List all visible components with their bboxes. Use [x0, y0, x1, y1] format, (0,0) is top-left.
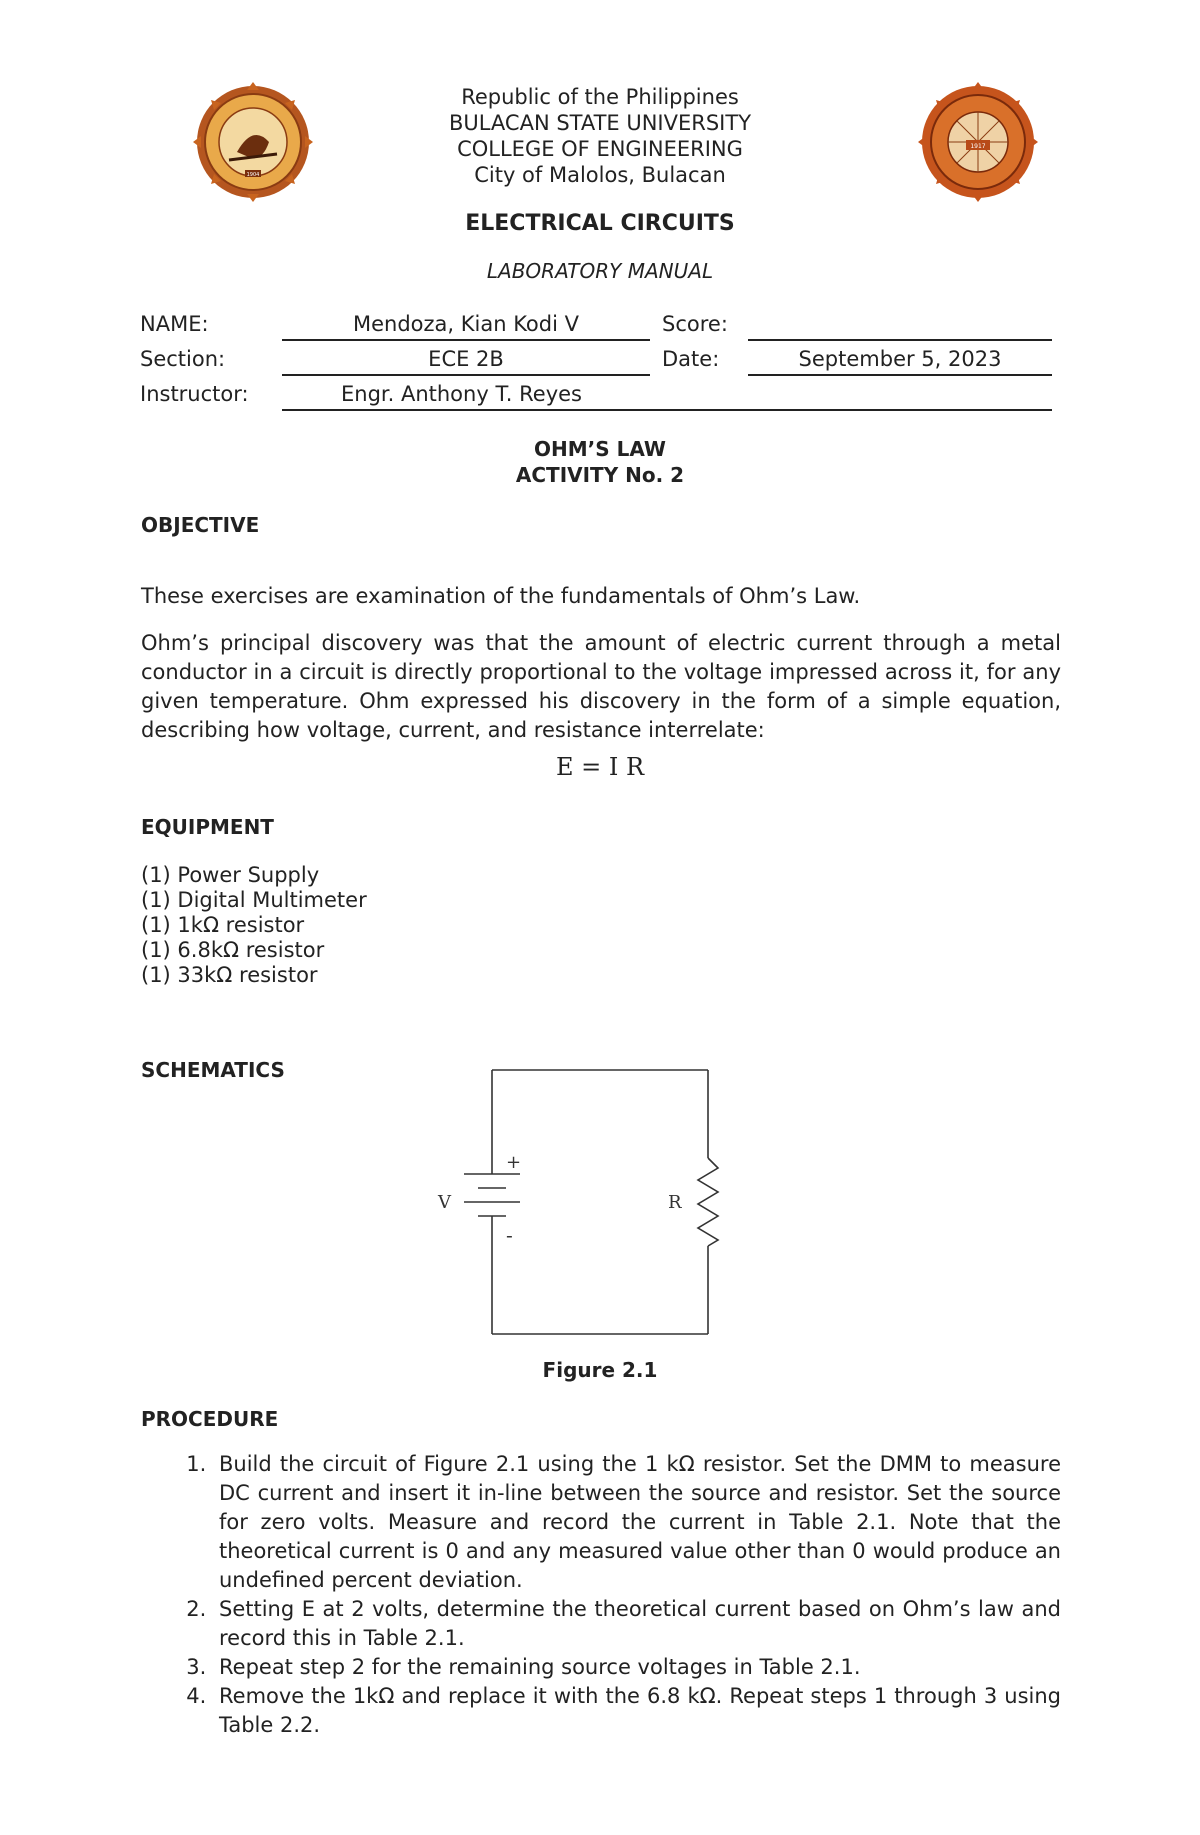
resistor-zigzag	[698, 1158, 718, 1246]
instructor-underline	[282, 409, 1052, 411]
procedure-step: 1. Build the circuit of Figure 2.1 using the 1 kΩ resistor. Set the DMM to measure DC current and insert it in-line between the source and resistor. Set the source for zero volts. Measure and record the current in Table 2.1. Note that the theoretical current is 0 and any measured value other than 0 would produce an undefined percent deviation.	[213, 1450, 1061, 1595]
seal-year-text: 1917	[970, 143, 986, 150]
name-underline	[282, 339, 650, 341]
figure-caption: Figure 2.1	[542, 1358, 658, 1382]
circuit-diagram	[420, 1058, 740, 1338]
procedure-step: 2. Setting E at 2 volts, determine the theoretical current based on Ohm’s law and record this in Table 2.1.	[213, 1595, 1061, 1653]
procedure-step: 3. Repeat step 2 for the remaining source voltages in Table 2.1.	[213, 1653, 1061, 1682]
source-label: V	[438, 1192, 451, 1213]
procedure-step: 4. Remove the 1kΩ and replace it with the 6.8 kΩ. Repeat steps 1 through 3 using Table 2.2.	[213, 1682, 1061, 1740]
equipment-item: (1) 1kΩ resistor	[141, 913, 305, 937]
instructor-label: Instructor:	[140, 382, 249, 406]
equipment-item: (1) Power Supply	[141, 863, 320, 887]
objective-heading: OBJECTIVE	[141, 513, 260, 537]
date-value: September 5, 2023	[798, 347, 1002, 371]
score-underline	[748, 339, 1052, 341]
equipment-list	[141, 863, 367, 988]
equipment-heading: EQUIPMENT	[141, 815, 274, 839]
instructor-value: Engr. Anthony T. Reyes	[341, 382, 582, 406]
course-title: ELECTRICAL CIRCUITS	[465, 211, 735, 236]
score-label: Score:	[662, 312, 728, 336]
resistor-label: R	[668, 1192, 682, 1213]
manual-subtitle: LABORATORY MANUAL	[486, 259, 714, 283]
name-value: Mendoza, Kian Kodi V	[352, 312, 579, 336]
equipment-item: (1) 33kΩ resistor	[141, 963, 318, 987]
objective-paragraph: Ohm’s principal discovery was that the amount of electric current through a metal conductor in a circuit is directly proportional to the voltage impressed across it, for any given temperature. Ohm expressed his discovery in the form of a simple equation, describing how voltage, current, and resistance interrelate:	[141, 631, 1061, 742]
ohms-law-equation: E = I R	[555, 753, 645, 781]
activity-title: OHM’S LAW	[534, 437, 666, 461]
procedure-heading: PROCEDURE	[141, 1407, 279, 1431]
section-label: Section:	[140, 347, 226, 371]
objective-intro: These exercises are examination of the fundamentals of Ohm’s Law.	[141, 584, 861, 608]
city-line: City of Malolos, Bulacan	[474, 163, 726, 187]
equipment-item: (1) Digital Multimeter	[141, 888, 367, 912]
seal-year-text: 1904	[246, 172, 260, 178]
college-name: COLLEGE OF ENGINEERING	[457, 137, 743, 161]
section-underline	[282, 374, 650, 376]
schematics-heading: SCHEMATICS	[141, 1058, 285, 1082]
plus-terminal: +	[506, 1152, 522, 1173]
republic-line: Republic of the Philippines	[461, 85, 739, 109]
equipment-item: (1) 6.8kΩ resistor	[141, 938, 325, 962]
section-value: ECE 2B	[428, 347, 504, 371]
procedure-list	[141, 1450, 1061, 1740]
activity-number: ACTIVITY No. 2	[515, 463, 685, 487]
name-label: NAME:	[140, 312, 209, 336]
date-underline	[748, 374, 1052, 376]
university-name: BULACAN STATE UNIVERSITY	[448, 111, 752, 135]
minus-terminal: -	[506, 1223, 513, 1247]
date-label: Date:	[662, 347, 720, 371]
